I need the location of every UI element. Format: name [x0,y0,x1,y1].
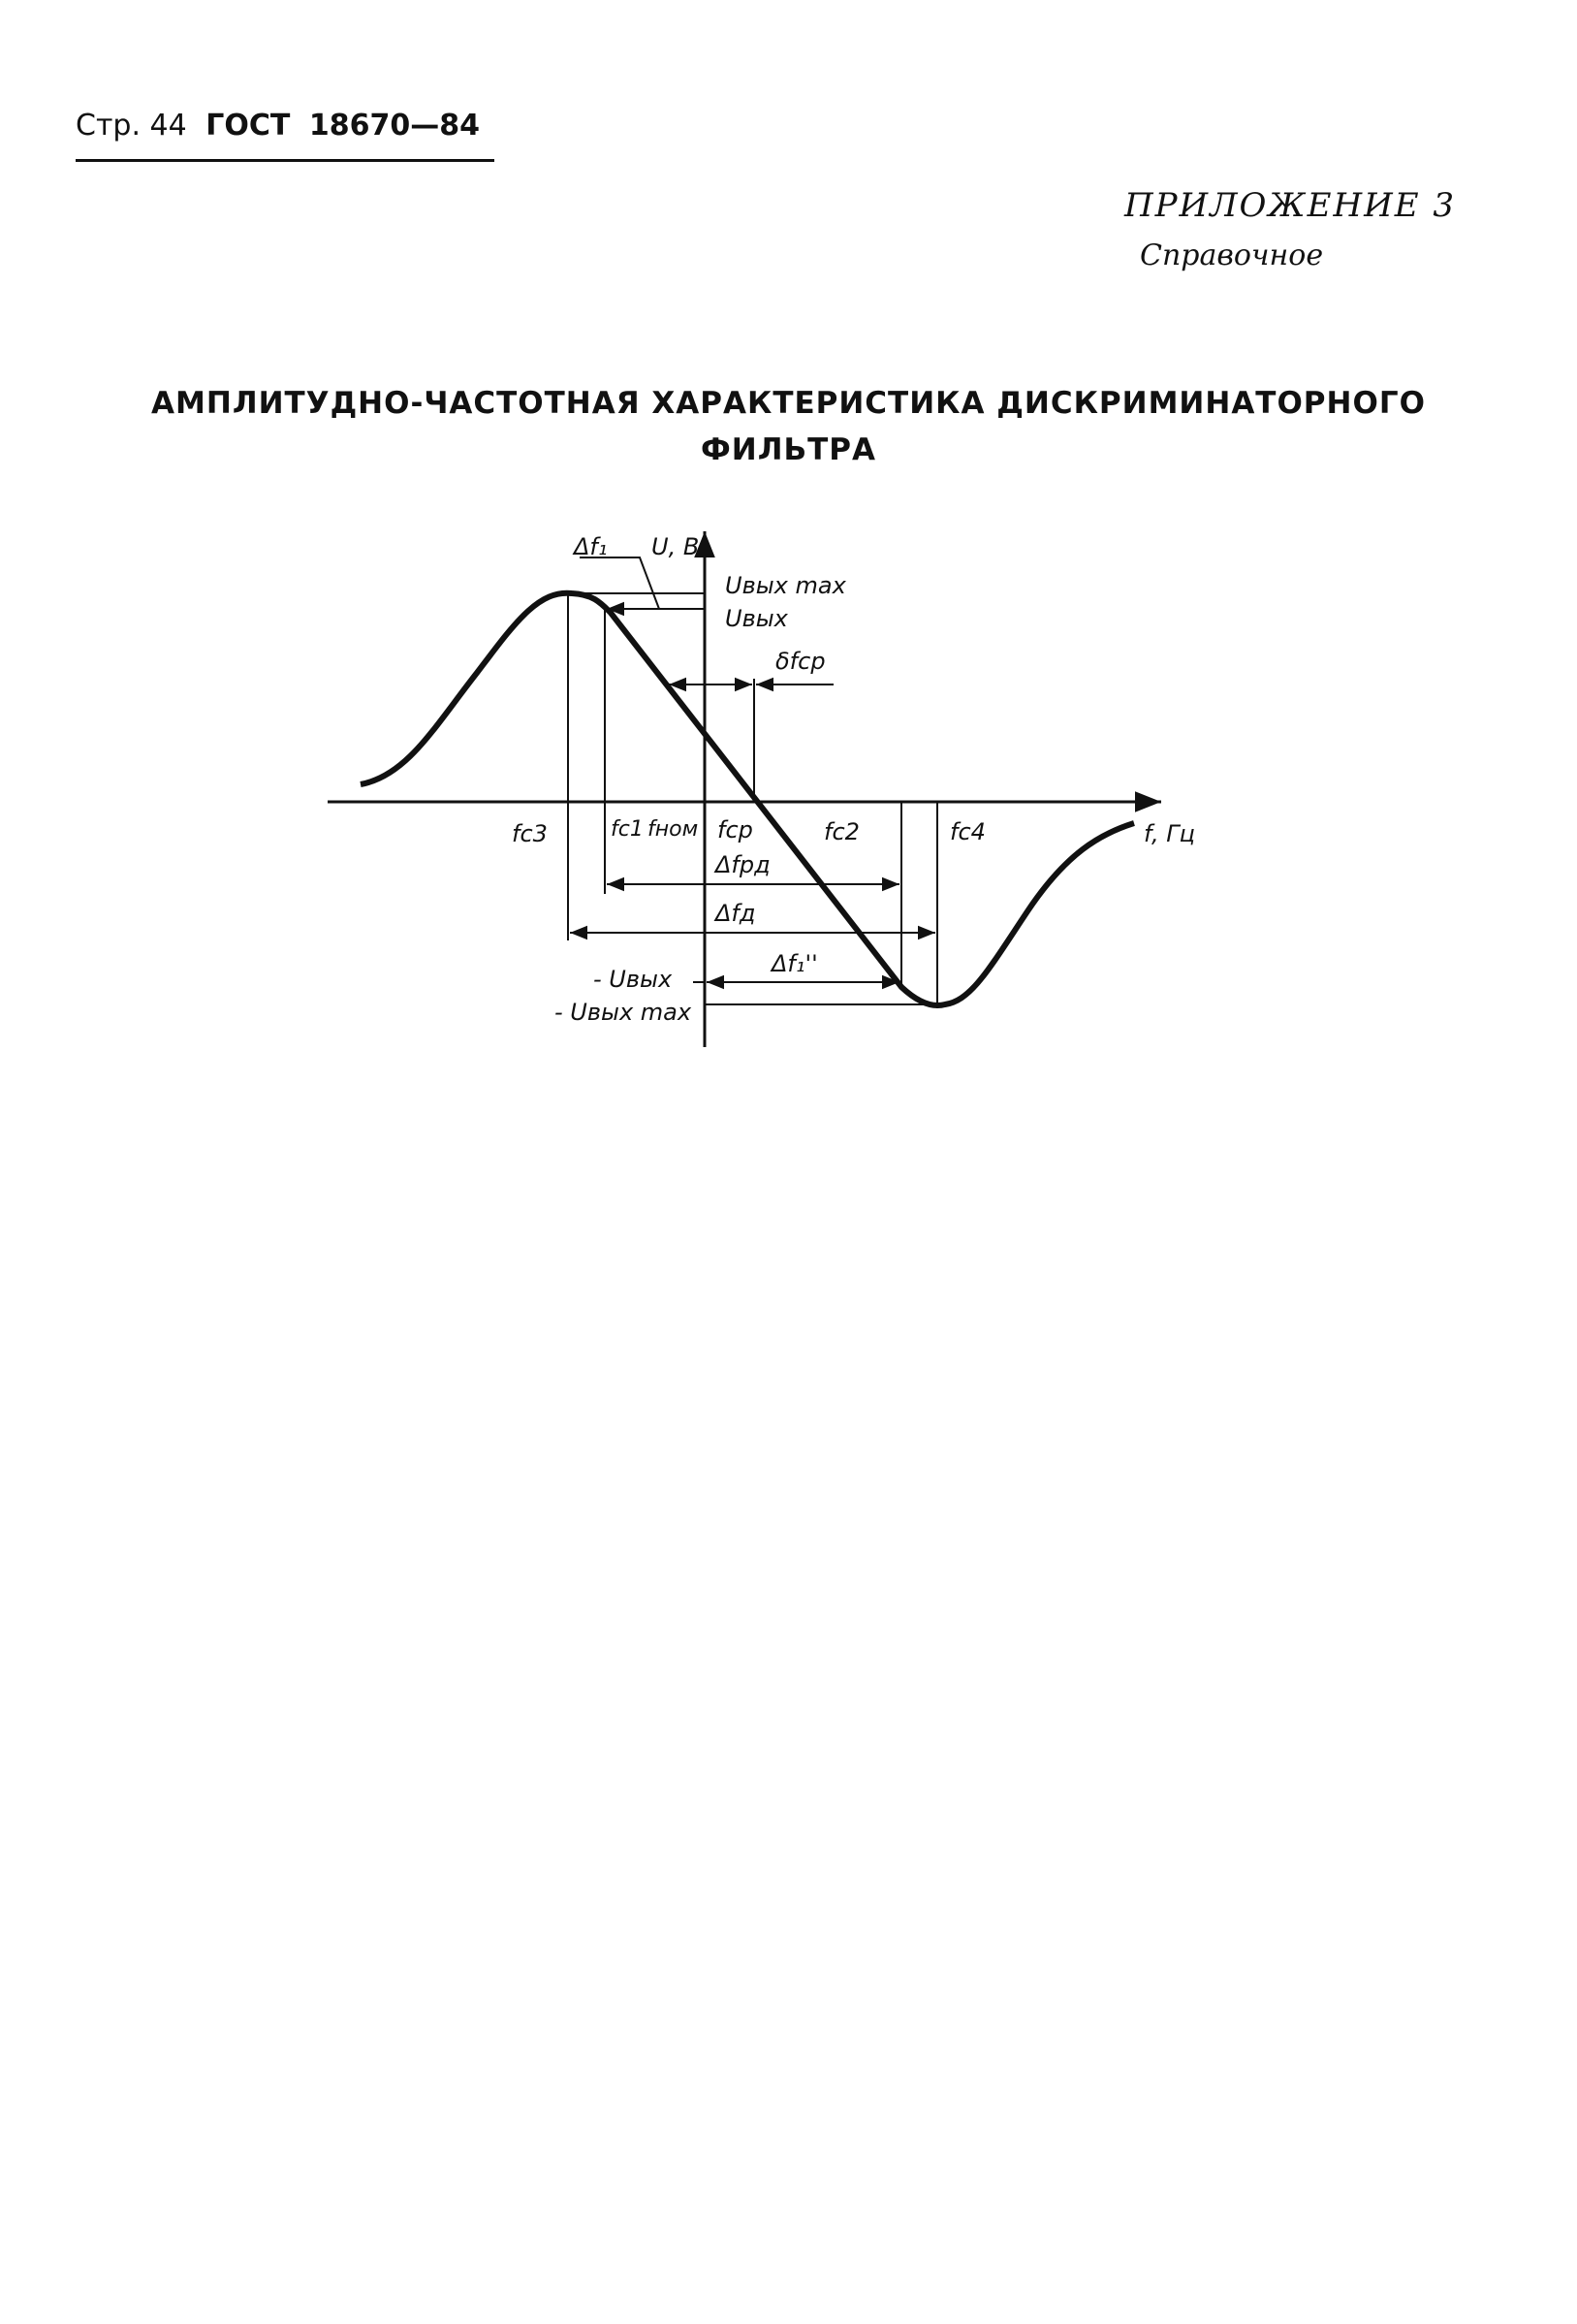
label-delta-f1-dd: Δf₁'' [772,950,818,977]
label-u-out-max: Uвых max [725,572,846,599]
label-neg-u-out-max: - Uвых max [554,999,692,1026]
label-fc2: fс2 [824,818,860,845]
label-f-cp: fср [717,816,753,844]
page-number: Стр. 44 [76,109,187,143]
leader-delta-f1 [580,557,659,609]
standard-name: ГОСТ [205,109,291,143]
figure-title-line-1: АМПЛИТУДНО-ЧАСТОТНАЯ ХАРАКТЕРИСТИКА ДИСКРИМИНАТОРНОГО [151,386,1426,421]
label-fc3: fс3 [512,820,548,847]
label-fc1: fс1 [611,817,644,842]
appendix-subtitle: Справочное [1140,239,1324,272]
label-delta-f-rd: Δfрд [715,851,771,878]
label-delta-f-d: Δfд [715,900,756,927]
label-neg-u-out: - Uвых [593,966,673,993]
figure-title-line-2: ФИЛЬТРА [701,432,876,467]
label-delta-f1: Δf₁ [574,533,608,560]
label-delta-fcr: δfср [775,648,826,675]
label-f-nom: fном [647,817,699,842]
label-fc4: fс4 [950,818,986,845]
appendix-title: ПРИЛОЖЕНИЕ 3 [1124,186,1457,225]
standard-number: 18670—84 [308,109,481,143]
label-f-axis: f, Гц [1144,820,1195,847]
label-u-axis: U, В [651,533,700,560]
label-u-out: Uвых [725,605,788,632]
response-curve [361,593,1134,1005]
